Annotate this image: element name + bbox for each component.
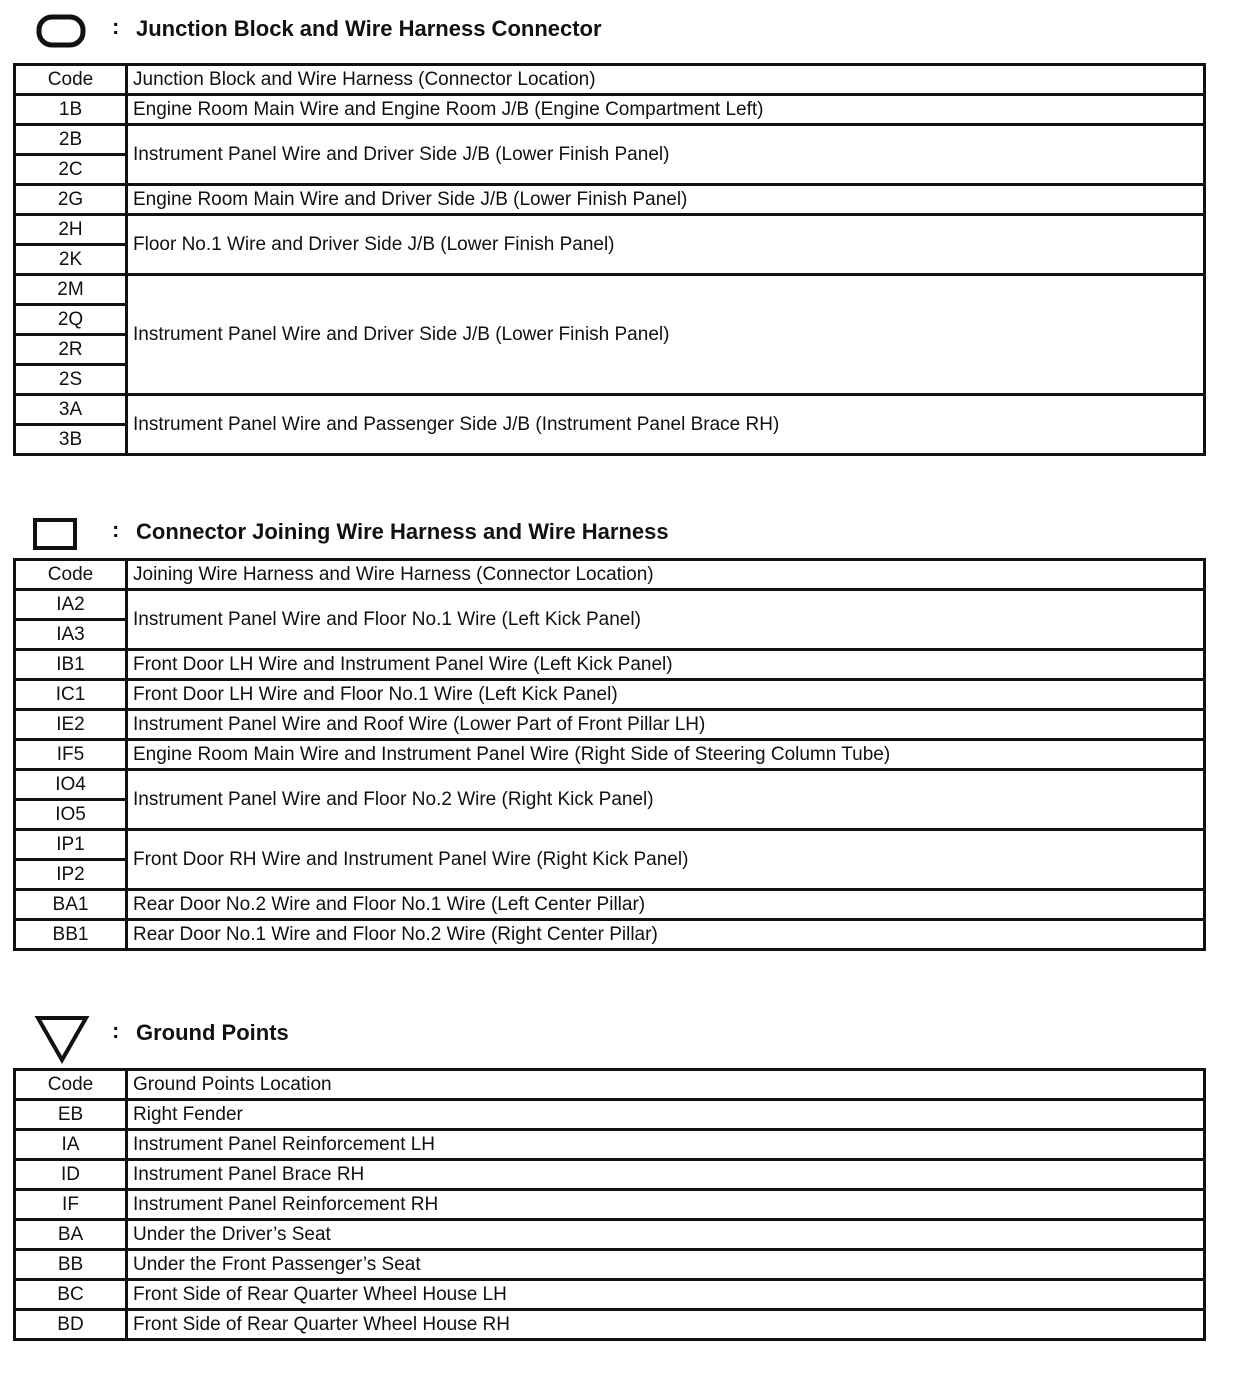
header-description: Joining Wire Harness and Wire Harness (Connector Location): [127, 560, 1205, 590]
code-cell: BB: [15, 1250, 127, 1280]
table-row: [15, 740, 1205, 770]
table-row: [15, 590, 1205, 620]
location-cell: Instrument Panel Brace RH: [127, 1160, 1205, 1190]
section-title: Ground Points: [136, 1020, 289, 1045]
colon: :: [112, 14, 120, 39]
table-row: [15, 770, 1205, 800]
section-title: Junction Block and Wire Harness Connector: [136, 16, 602, 41]
code-cell: BA1: [15, 890, 127, 920]
table-row: [15, 1130, 1205, 1160]
table-row: [15, 1310, 1205, 1340]
location-cell: Rear Door No.2 Wire and Floor No.1 Wire (Left Center Pillar): [127, 890, 1205, 920]
table-row: [15, 680, 1205, 710]
code-cell: IA2: [15, 590, 127, 620]
location-cell: Instrument Panel Wire and Driver Side J/B (Lower Finish Panel): [127, 275, 1205, 395]
code-cell: IA3: [15, 620, 127, 650]
section-header-connector-joining: [0, 513, 1248, 553]
code-cell: ID: [15, 1160, 127, 1190]
code-cell: IO5: [15, 800, 127, 830]
table-row: [15, 1190, 1205, 1220]
code-cell: IF: [15, 1190, 127, 1220]
location-cell: Front Side of Rear Quarter Wheel House LH: [127, 1280, 1205, 1310]
location-cell: Rear Door No.1 Wire and Floor No.2 Wire (Right Center Pillar): [127, 920, 1205, 950]
code-cell: BB1: [15, 920, 127, 950]
section-header-junction-block: [0, 10, 1248, 50]
table-row: [15, 1280, 1205, 1310]
table-header-row: [15, 65, 1205, 95]
table-row: [15, 95, 1205, 125]
code-cell: 2R: [15, 335, 127, 365]
code-cell: IA: [15, 1130, 127, 1160]
ground-points-table: [13, 1068, 1206, 1341]
code-cell: 2S: [15, 365, 127, 395]
code-cell: 3A: [15, 395, 127, 425]
code-cell: IP2: [15, 860, 127, 890]
code-cell: IB1: [15, 650, 127, 680]
location-cell: Instrument Panel Reinforcement LH: [127, 1130, 1205, 1160]
table-header-row: [15, 560, 1205, 590]
table-row: [15, 185, 1205, 215]
section-header-ground-points: [0, 1012, 1248, 1052]
table-row: [15, 830, 1205, 860]
junction-block-table: [13, 63, 1206, 456]
table-row: [15, 710, 1205, 740]
location-cell: Under the Front Passenger’s Seat: [127, 1250, 1205, 1280]
inverted-triangle-symbol-icon: [34, 1014, 90, 1064]
colon: :: [112, 1018, 120, 1043]
code-cell: IP1: [15, 830, 127, 860]
code-cell: 2B: [15, 125, 127, 155]
rectangle-symbol-icon: [32, 517, 78, 551]
table-row: [15, 1220, 1205, 1250]
location-cell: Engine Room Main Wire and Driver Side J/B (Lower Finish Panel): [127, 185, 1205, 215]
code-cell: IF5: [15, 740, 127, 770]
location-cell: Instrument Panel Reinforcement RH: [127, 1190, 1205, 1220]
section-title: Connector Joining Wire Harness and Wire Harness: [136, 519, 669, 544]
colon: :: [112, 517, 120, 542]
location-cell: Floor No.1 Wire and Driver Side J/B (Lower Finish Panel): [127, 215, 1205, 275]
code-cell: BA: [15, 1220, 127, 1250]
table-header-row: [15, 1070, 1205, 1100]
table-row: [15, 920, 1205, 950]
table-row: [15, 275, 1205, 305]
location-cell: Engine Room Main Wire and Instrument Panel Wire (Right Side of Steering Column Tube): [127, 740, 1205, 770]
location-cell: Front Door LH Wire and Floor No.1 Wire (Left Kick Panel): [127, 680, 1205, 710]
location-cell: Engine Room Main Wire and Engine Room J/B (Engine Compartment Left): [127, 95, 1205, 125]
table-row: [15, 1160, 1205, 1190]
rounded-rect-symbol-icon: [36, 14, 86, 48]
code-cell: BD: [15, 1310, 127, 1340]
location-cell: Under the Driver’s Seat: [127, 1220, 1205, 1250]
table-row: [15, 1250, 1205, 1280]
location-cell: Front Door RH Wire and Instrument Panel Wire (Right Kick Panel): [127, 830, 1205, 890]
location-cell: Instrument Panel Wire and Floor No.2 Wire (Right Kick Panel): [127, 770, 1205, 830]
header-description: Ground Points Location: [127, 1070, 1205, 1100]
code-cell: 3B: [15, 425, 127, 455]
table-row: [15, 215, 1205, 245]
table-row: [15, 125, 1205, 155]
connector-joining-table: [13, 558, 1206, 951]
code-cell: IC1: [15, 680, 127, 710]
location-cell: Instrument Panel Wire and Driver Side J/B (Lower Finish Panel): [127, 125, 1205, 185]
code-cell: 2Q: [15, 305, 127, 335]
header-description: Junction Block and Wire Harness (Connector Location): [127, 65, 1205, 95]
code-cell: 1B: [15, 95, 127, 125]
table-row: [15, 1100, 1205, 1130]
header-code: Code: [15, 65, 127, 95]
code-cell: EB: [15, 1100, 127, 1130]
location-cell: Front Door LH Wire and Instrument Panel Wire (Left Kick Panel): [127, 650, 1205, 680]
code-cell: 2H: [15, 215, 127, 245]
header-code: Code: [15, 1070, 127, 1100]
code-cell: IE2: [15, 710, 127, 740]
table-row: [15, 650, 1205, 680]
table-row: [15, 395, 1205, 425]
header-code: Code: [15, 560, 127, 590]
table-row: [15, 890, 1205, 920]
code-cell: 2K: [15, 245, 127, 275]
location-cell: Instrument Panel Wire and Floor No.1 Wire (Left Kick Panel): [127, 590, 1205, 650]
code-cell: 2C: [15, 155, 127, 185]
code-cell: 2G: [15, 185, 127, 215]
location-cell: Instrument Panel Wire and Roof Wire (Lower Part of Front Pillar LH): [127, 710, 1205, 740]
location-cell: Front Side of Rear Quarter Wheel House RH: [127, 1310, 1205, 1340]
code-cell: IO4: [15, 770, 127, 800]
location-cell: Instrument Panel Wire and Passenger Side J/B (Instrument Panel Brace RH): [127, 395, 1205, 455]
code-cell: BC: [15, 1280, 127, 1310]
location-cell: Right Fender: [127, 1100, 1205, 1130]
code-cell: 2M: [15, 275, 127, 305]
